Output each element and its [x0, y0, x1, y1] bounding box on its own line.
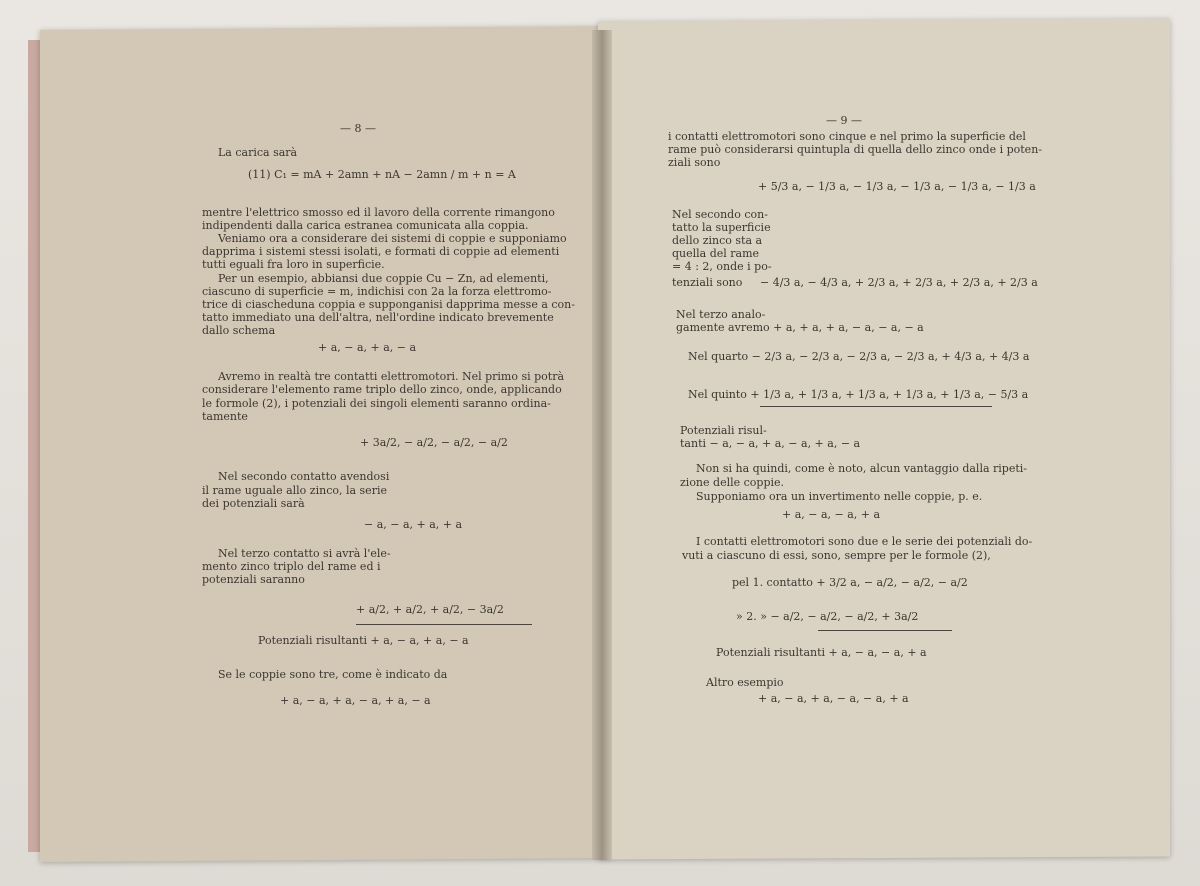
text-line: rame può considerarsi quintupla di quella dello zinco onde i poten-: [668, 143, 1042, 156]
text-line: Nel secondo contatto avendosi: [218, 470, 390, 483]
result-line: Potenziali risultanti + a, − a, − a, + a: [716, 646, 927, 659]
left-page-number: — 8 —: [340, 122, 376, 135]
text-line: Supponiamo ora un invertimento nelle coppie, p. e.: [696, 490, 983, 503]
text-line: considerare l'elemento rame triplo dello zinco, onde, applicando: [202, 383, 562, 396]
formula-line: pel 1. contatto + 3/2 a, − a/2, − a/2, − a/2: [732, 576, 968, 589]
text-line: Per un esempio, abbiansi due coppie Cu − Zn, ad elementi,: [218, 272, 549, 285]
formula-line: + 3a/2, − a/2, − a/2, − a/2: [360, 436, 508, 449]
text-line: Altro esempio: [706, 676, 784, 689]
text-line: potenziali saranno: [202, 573, 305, 586]
formula-line: + a, − a, + a, − a, + a, − a: [280, 694, 431, 707]
text-line: Non si ha quindi, come è noto, alcun vantaggio dalla ripeti-: [696, 462, 1028, 475]
formula-line: + a, − a, − a, + a: [782, 508, 881, 521]
formula-line: + a, − a, + a, − a: [318, 341, 417, 354]
text-line: tutti eguali fra loro in superficie.: [202, 258, 385, 271]
text-line: vuti a ciascuno di essi, sono, sempre per le formole (2),: [682, 549, 991, 562]
text-line: trice di ciascheduna coppia e supponganisi dapprima messe a con-: [202, 298, 575, 311]
formula-line: Nel quarto − 2/3 a, − 2/3 a, − 2/3 a, − 2/3 a, + 4/3 a, + 4/3 a: [688, 350, 1030, 363]
text-line: I contatti elettromotori sono due e le serie dei potenziali do-: [696, 535, 1033, 548]
result-line: tanti − a, − a, + a, − a, + a, − a: [680, 437, 861, 450]
sum-rule: [356, 624, 532, 625]
text-line: indipendenti dalla carica estranea comunicata alla coppia.: [202, 219, 529, 232]
sum-rule: [760, 406, 992, 407]
formula-line: − 4/3 a, − 4/3 a, + 2/3 a, + 2/3 a, + 2/3 a, + 2/3 a: [760, 276, 1038, 289]
text-line: zione delle coppie.: [680, 476, 785, 489]
formula-line: » 2. » − a/2, − a/2, − a/2, + 3a/2: [736, 610, 919, 623]
formula-line: + a/2, + a/2, + a/2, − 3a/2: [356, 603, 504, 616]
text-line: Nel secondo con-: [672, 208, 768, 221]
text-line: dallo schema: [202, 324, 276, 337]
text-line: le formole (2), i potenziali dei singoli elementi saranno ordina-: [202, 397, 551, 410]
text-line: ciascuno di superficie = m, indichisi con 2a la forza elettromo-: [202, 285, 552, 298]
text-line: dello zinco sta a: [672, 234, 763, 247]
text-line: ziali sono: [668, 156, 721, 169]
text-line: = 4 : 2, onde i po-: [672, 260, 772, 273]
sum-rule: [818, 630, 952, 631]
book-gutter: [592, 30, 612, 860]
result-line: Potenziali risultanti + a, − a, + a, − a: [258, 634, 469, 647]
text-line: Nel terzo analo-: [676, 308, 766, 321]
text-line: Nel terzo contatto si avrà l'ele-: [218, 547, 391, 560]
formula-line: − a, − a, + a, + a: [364, 518, 463, 531]
text-line: La carica sarà: [218, 146, 298, 159]
text-line: Veniamo ora a considerare dei sistemi di coppie e supponiamo: [218, 232, 567, 245]
equation-line: (11) C₁ = mA + 2amn + nA − 2amn / m + n = A: [248, 168, 516, 181]
formula-line: gamente avremo + a, + a, + a, − a, − a, − a: [676, 321, 924, 334]
text-line: Se le coppie sono tre, come è indicato da: [218, 668, 448, 681]
right-page-number: — 9 —: [826, 114, 862, 127]
text-line: quella del rame: [672, 247, 760, 260]
text-line: tatto la superficie: [672, 221, 771, 234]
text-line: dapprima i sistemi stessi isolati, e formati di coppie ad elementi: [202, 245, 560, 258]
text-line: il rame uguale allo zinco, la serie: [202, 484, 387, 497]
formula-line: + a, − a, + a, − a, − a, + a: [758, 692, 909, 705]
text-line: mentre l'elettrico smosso ed il lavoro della corrente rimangono: [202, 206, 555, 219]
text-line: mento zinco triplo del rame ed i: [202, 560, 381, 573]
text-line: tamente: [202, 410, 248, 423]
text-line: dei potenziali sarà: [202, 497, 305, 510]
text-line: tatto immediato una dell'altra, nell'ordine indicato brevemente: [202, 311, 554, 324]
text-line: Potenziali risul-: [680, 424, 767, 437]
text-line: i contatti elettromotori sono cinque e nel primo la superficie del: [668, 130, 1026, 143]
text-line: Avremo in realtà tre contatti elettromotori. Nel primo si potrà: [218, 370, 565, 383]
text-line: tenziali sono: [672, 276, 743, 289]
left-page: [40, 26, 610, 862]
formula-line: + 5/3 a, − 1/3 a, − 1/3 a, − 1/3 a, − 1/3 a, − 1/3 a: [758, 180, 1036, 193]
formula-line: Nel quinto + 1/3 a, + 1/3 a, + 1/3 a, + 1/3 a, + 1/3 a, − 5/3 a: [688, 388, 1029, 401]
